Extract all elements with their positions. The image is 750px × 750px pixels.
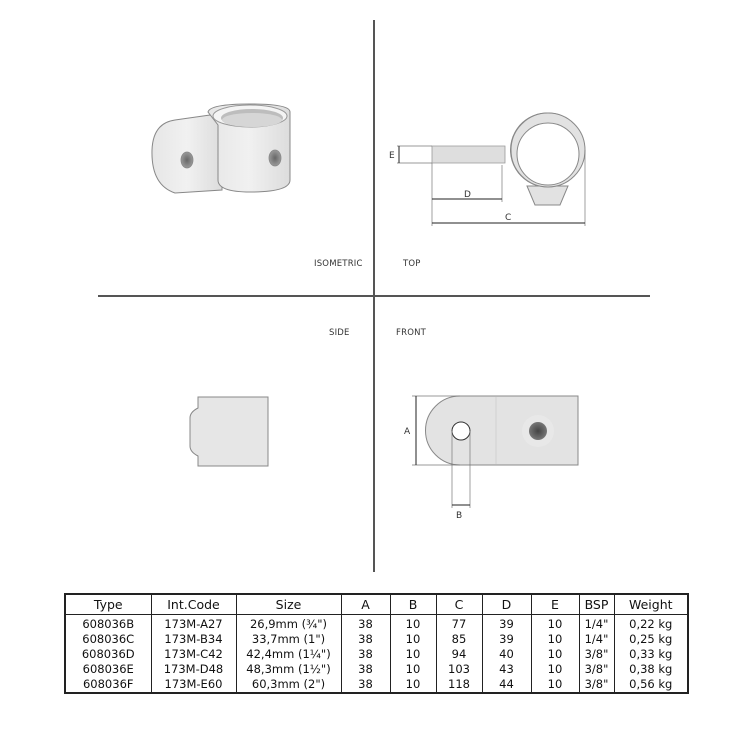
cell-b: 10 bbox=[390, 677, 436, 693]
header-int-code: Int.Code bbox=[151, 594, 236, 615]
cell-d: 44 bbox=[482, 677, 531, 693]
header-weight: Weight bbox=[614, 594, 688, 615]
cell-b: 10 bbox=[390, 647, 436, 662]
cell-int-code: 173M-A27 bbox=[151, 615, 236, 633]
cell-weight: 0,25 kg bbox=[614, 632, 688, 647]
cell-c: 118 bbox=[436, 677, 482, 693]
cell-bsp: 1/4" bbox=[579, 632, 614, 647]
cell-int-code: 173M-E60 bbox=[151, 677, 236, 693]
table-row bbox=[65, 677, 688, 693]
cell-d: 39 bbox=[482, 615, 531, 633]
cell-c: 103 bbox=[436, 662, 482, 677]
table-header-row bbox=[65, 594, 688, 615]
cell-bsp: 3/8" bbox=[579, 677, 614, 693]
side-label: SIDE bbox=[329, 328, 350, 338]
cell-weight: 0,33 kg bbox=[614, 647, 688, 662]
cell-b: 10 bbox=[390, 632, 436, 647]
cell-size: 60,3mm (2") bbox=[236, 677, 341, 693]
cell-weight: 0,38 kg bbox=[614, 662, 688, 677]
cell-size: 48,3mm (1½") bbox=[236, 662, 341, 677]
cell-type: 608036B bbox=[65, 615, 151, 633]
cell-type: 608036F bbox=[65, 677, 151, 693]
cell-a: 38 bbox=[341, 662, 390, 677]
cell-b: 10 bbox=[390, 615, 436, 633]
cell-type: 608036D bbox=[65, 647, 151, 662]
specification-table bbox=[64, 593, 689, 694]
cell-a: 38 bbox=[341, 632, 390, 647]
cell-d: 43 bbox=[482, 662, 531, 677]
cell-size: 26,9mm (¾") bbox=[236, 615, 341, 633]
cell-size: 42,4mm (1¼") bbox=[236, 647, 341, 662]
dim-c-label: C bbox=[505, 213, 512, 223]
cell-bsp: 3/8" bbox=[579, 647, 614, 662]
cell-a: 38 bbox=[341, 615, 390, 633]
cell-bsp: 1/4" bbox=[579, 615, 614, 633]
header-c: C bbox=[436, 594, 482, 615]
cell-size: 33,7mm (1") bbox=[236, 632, 341, 647]
cell-type: 608036C bbox=[65, 632, 151, 647]
table-row bbox=[65, 615, 688, 633]
header-a: A bbox=[341, 594, 390, 615]
cell-c: 77 bbox=[436, 615, 482, 633]
front-label: FRONT bbox=[396, 328, 427, 338]
cell-c: 85 bbox=[436, 632, 482, 647]
header-b: B bbox=[390, 594, 436, 615]
cell-e: 10 bbox=[531, 632, 579, 647]
cell-e: 10 bbox=[531, 615, 579, 633]
cell-e: 10 bbox=[531, 647, 579, 662]
header-size: Size bbox=[236, 594, 341, 615]
cell-int-code: 173M-B34 bbox=[151, 632, 236, 647]
table-row bbox=[65, 647, 688, 662]
cell-d: 40 bbox=[482, 647, 531, 662]
cell-e: 10 bbox=[531, 662, 579, 677]
dim-d-label: D bbox=[464, 190, 471, 200]
header-bsp: BSP bbox=[579, 594, 614, 615]
cell-a: 38 bbox=[341, 677, 390, 693]
header-e: E bbox=[531, 594, 579, 615]
dim-b-label: B bbox=[456, 511, 463, 521]
table-row bbox=[65, 662, 688, 677]
isometric-label: ISOMETRIC bbox=[314, 259, 363, 269]
cell-e: 10 bbox=[531, 677, 579, 693]
dim-a-label: A bbox=[404, 427, 411, 437]
table-row bbox=[65, 632, 688, 647]
cell-type: 608036E bbox=[65, 662, 151, 677]
cell-int-code: 173M-D48 bbox=[151, 662, 236, 677]
cell-weight: 0,22 kg bbox=[614, 615, 688, 633]
header-type: Type bbox=[65, 594, 151, 615]
header-d: D bbox=[482, 594, 531, 615]
cell-int-code: 173M-C42 bbox=[151, 647, 236, 662]
top-label: TOP bbox=[403, 259, 421, 269]
cell-b: 10 bbox=[390, 662, 436, 677]
dim-e-label: E bbox=[389, 151, 395, 161]
cell-d: 39 bbox=[482, 632, 531, 647]
cell-weight: 0,56 kg bbox=[614, 677, 688, 693]
cell-c: 94 bbox=[436, 647, 482, 662]
cell-bsp: 3/8" bbox=[579, 662, 614, 677]
cell-a: 38 bbox=[341, 647, 390, 662]
